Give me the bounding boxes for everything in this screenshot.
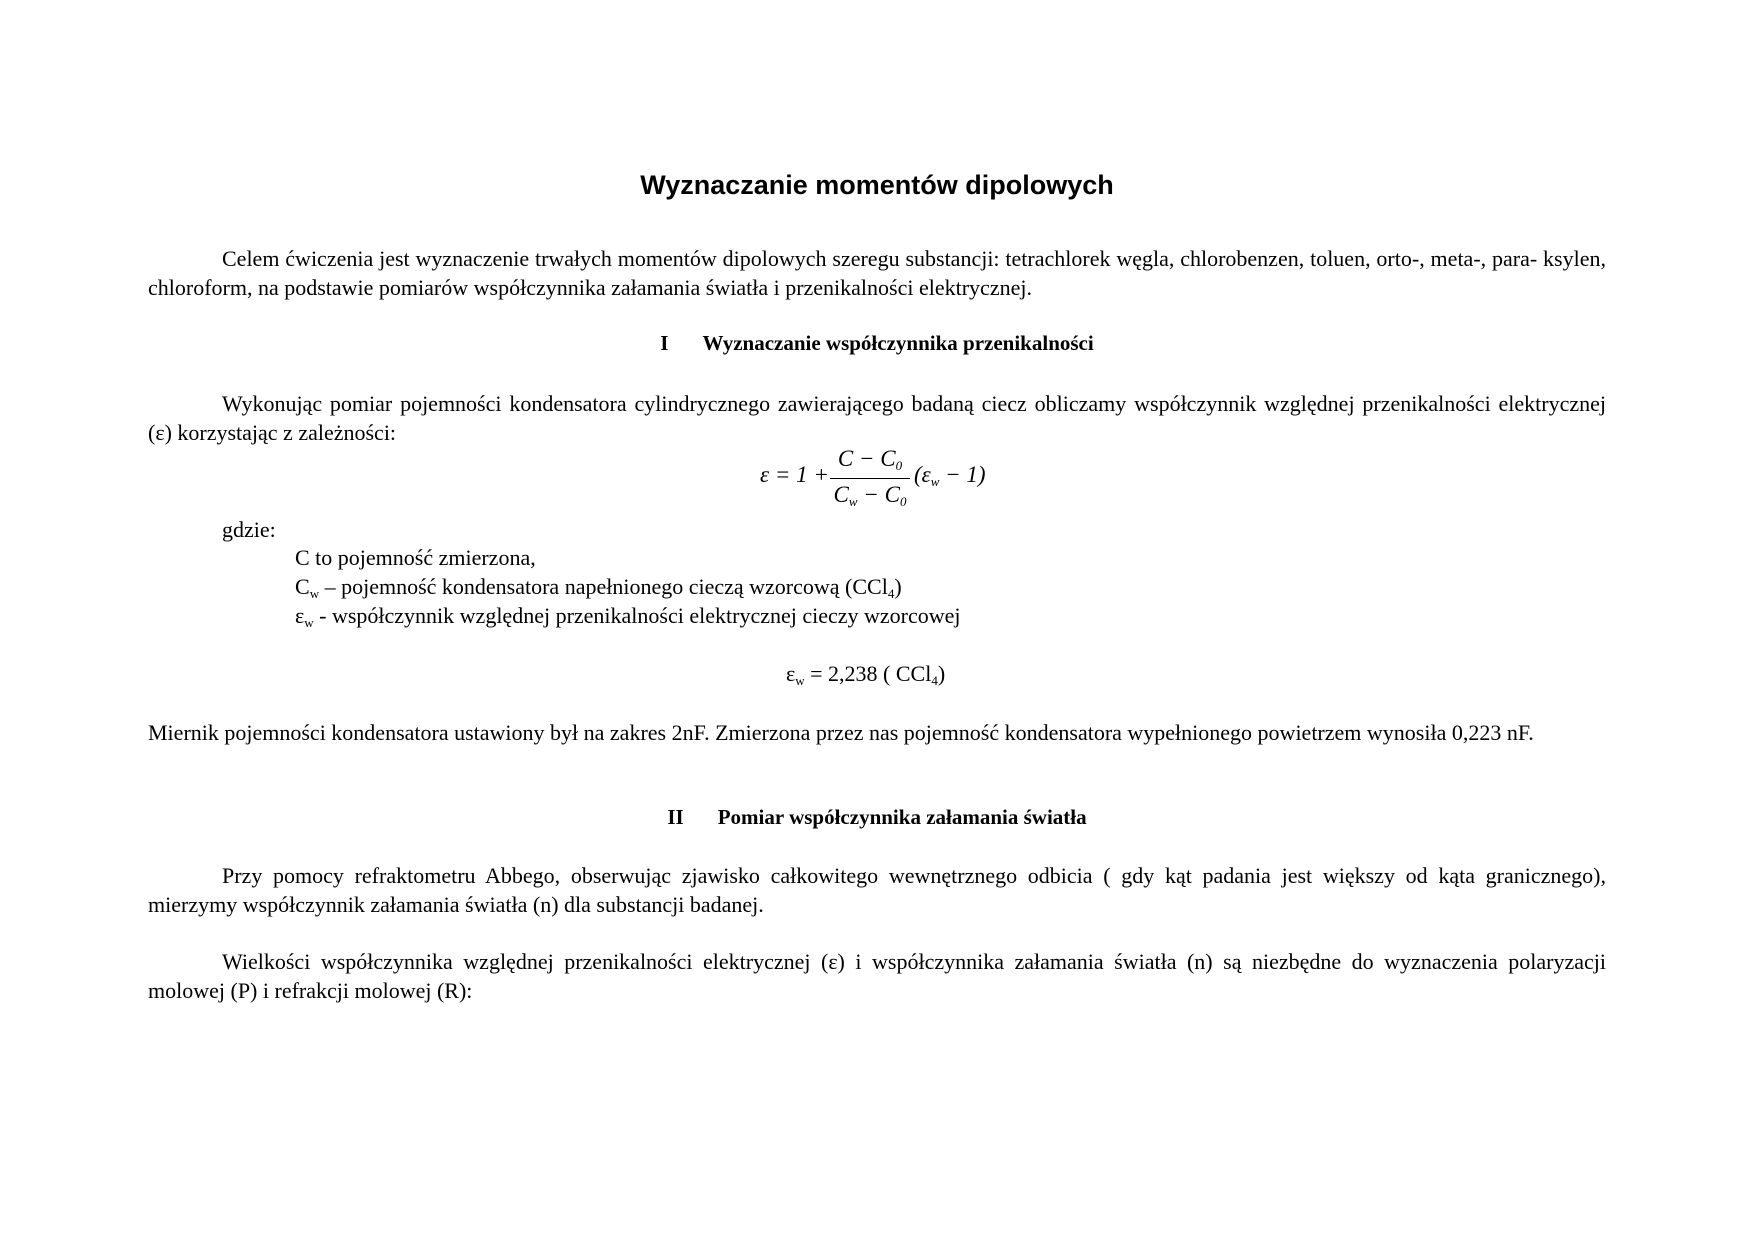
meter-paragraph: Miernik pojemności kondensatora ustawiony był na zakres 2nF. Zmierzona przez nas pojemność kondensatora wypełnionego powietrzem wynosiła 0,223 nF.	[148, 720, 1534, 745]
definition-cw: $C_w$ – pojemność kondensatora napełnionego cieczą wzorcową (CCl$_4$)	[295, 574, 902, 601]
section-title: Wyznaczanie współczynnika przenikalności	[702, 331, 1094, 355]
where-label: gdzie:	[222, 517, 276, 542]
formula-numerator: $C - C_0$	[837, 446, 903, 473]
section-heading-2	[0, 805, 1754, 830]
fraction-bar	[830, 478, 910, 479]
polarization-paragraph: Wielkości współczynnika względnej przenikalności elektrycznej (ε) i współczynnika załamania światła (n) są niezbędne do wyznaczenia polaryzacji molowej (P) i refrakcji molowej (R):	[148, 949, 1606, 1003]
reference-value: $\varepsilon_w = 2,238$ ( CCl$_4$)	[786, 661, 946, 688]
section-number: I	[660, 331, 669, 355]
refractometer-paragraph: Przy pomocy refraktometru Abbego, obserwując zjawisko całkowitego wewnętrznego odbicia ( gdy kąt padania jest większy od kąta granicznego), mierzymy współczynnik załamania światła (n) dla substancji badanej.	[148, 863, 1606, 917]
page-title: Wyznaczanie momentów dipolowych	[640, 170, 1114, 200]
section-title: Pomiar współczynnika załamania światła	[717, 805, 1087, 829]
section-number: II	[667, 805, 684, 829]
definition-c: C to pojemność zmierzona,	[295, 545, 536, 570]
formula-rhs: $(\varepsilon_w - 1)$	[914, 462, 986, 489]
formula-lhs: ε = 1 +	[760, 462, 829, 487]
intro-paragraph: Celem ćwiczenia jest wyznaczenie trwałych momentów dipolowych szeregu substancji: tetrachlorek węgla, chlorobenzen, toluen, orto-, meta-, para- ksylen, chloroform, na podstawie pomiarów współczynnika załamania światła i przenikalności elektrycznej.	[148, 246, 1606, 300]
measurement-paragraph: Wykonując pomiar pojemności kondensatora cylindrycznego zawierającego badaną ciecz obliczamy współczynnik względnej przenikalności elektrycznej (ε) korzystając z zależności:	[148, 391, 1606, 445]
section-heading-1	[0, 331, 1754, 356]
formula-denominator: $C_w - C_0$	[833, 482, 907, 509]
definition-epsilon-w: $\varepsilon_w$ - współczynnik względnej przenikalności elektrycznej cieczy wzorcowej	[295, 603, 961, 630]
